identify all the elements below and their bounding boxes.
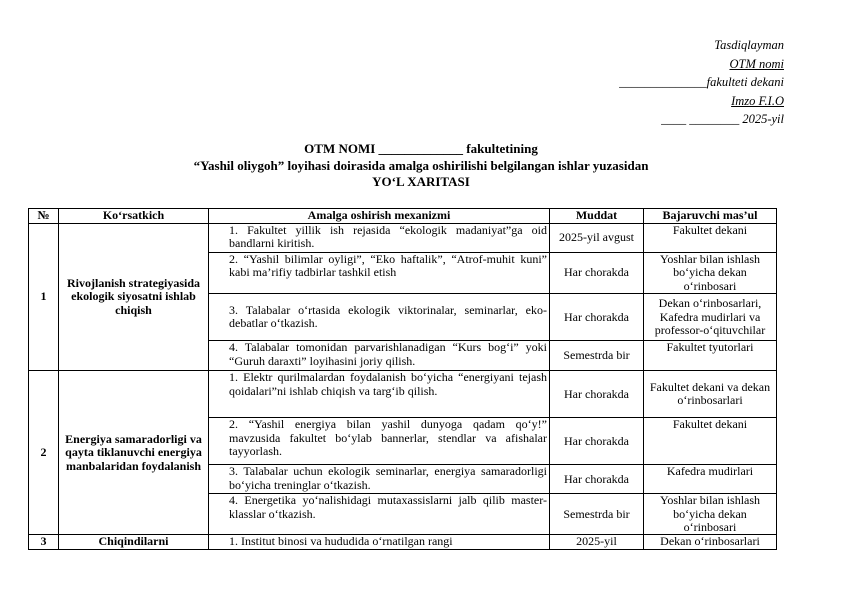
heading-roadmap-title: YO‘L XARITASI	[372, 174, 470, 189]
header-mechanism: Amalga oshirish mexanizmi	[209, 209, 550, 224]
mechanism-cell	[209, 294, 550, 341]
heading-project-line: “Yashil oliygoh” loyihasi doirasida amalga oshirilishi belgilangan ishlar yuzasidan	[193, 157, 649, 173]
deadline-cell: 2025-yil	[550, 535, 644, 549]
approval-institution: OTM nomi	[729, 56, 784, 71]
mechanism-cell	[209, 341, 550, 371]
table-row	[29, 535, 777, 549]
table-header-row	[29, 209, 777, 224]
responsible-cell: Yoshlar bilan ishlash bo‘yicha dekan o‘rinbosari	[644, 494, 777, 535]
mechanism-text: 4. Energetika yo‘nalishidagi mutaxassislarni jalb qilib master-klasslar o‘tkazish.	[229, 493, 547, 521]
mechanism-text: 1. Institut binosi va hududida o‘rnatilgan rangi	[229, 534, 453, 549]
roadmap-table	[28, 208, 777, 550]
responsible-cell: Fakultet tyutorlari	[644, 341, 777, 371]
header-indicator: Ko‘rsatkich	[59, 209, 209, 224]
header-number: №	[29, 209, 59, 224]
document-heading	[0, 141, 842, 191]
mechanism-cell	[209, 253, 550, 294]
deadline-cell: Har chorakda	[550, 371, 644, 418]
approval-title: Tasdiqlayman	[714, 38, 784, 52]
deadline-cell: Har chorakda	[550, 465, 644, 494]
deadline-cell: Har chorakda	[550, 418, 644, 465]
mechanism-text: 1. Elektr qurilmalardan foydalanish bo‘yicha “energiyani tejash qoidalari”ni ishlab chiqish va targ‘ib qilish.	[229, 370, 547, 398]
table-row	[29, 224, 777, 253]
deadline-cell: Har chorakda	[550, 253, 644, 294]
approval-date: ____ ________ 2025-yil	[661, 112, 784, 126]
responsible-cell: Fakultet dekani	[644, 224, 777, 253]
section-number: 3	[29, 535, 59, 549]
header-responsible: Bajaruvchi mas’ul	[644, 209, 777, 224]
mechanism-cell	[209, 465, 550, 494]
mechanism-cell	[209, 371, 550, 418]
header-deadline: Muddat	[550, 209, 644, 224]
section-number: 1	[29, 224, 59, 371]
section-indicator: Chiqindilarni	[59, 535, 209, 549]
mechanism-text: 2. “Yashil energiya bilan yashil dunyoga qadam qo‘y!” mavzusida fakultet bo‘ylab bannerlar, stendlar va afishalar tayyorlash.	[229, 417, 547, 459]
approval-signature: Imzo F.I.O	[731, 93, 784, 108]
responsible-cell: Dekan o‘rinbosarlari, Kafedra mudirlari va professor-o‘qituvchilar	[644, 294, 777, 341]
responsible-cell: Fakultet dekani va dekan o‘rinbosarlari	[644, 371, 777, 418]
section-number: 2	[29, 371, 59, 535]
section-indicator: Energiya samaradorligi va qayta tiklanuvchi energiya manbalaridan foydalanish	[59, 371, 209, 535]
mechanism-cell	[209, 535, 550, 549]
responsible-cell: Yoshlar bilan ishlash bo‘yicha dekan o‘rinbosari	[644, 253, 777, 294]
mechanism-cell	[209, 224, 550, 253]
approval-dean: ______________fakulteti dekani	[619, 75, 784, 89]
mechanism-text: 1. Fakultet yillik ish rejasida “ekologik madaniyat”ga oid bandlarni kiritish.	[229, 223, 547, 251]
approval-block	[544, 36, 784, 129]
mechanism-text: 2. “Yashil bilimlar oyligi”, “Eko haftalik”, “Atrof-muhit kuni” kabi ma’rifiy tadbirlar tashkil etish	[229, 252, 547, 280]
table-row	[29, 371, 777, 418]
deadline-cell: Semestrda bir	[550, 341, 644, 371]
deadline-cell: 2025-yil avgust	[550, 224, 644, 253]
mechanism-text: 4. Talabalar tomonidan parvarishlanadigan “Kurs bog‘i” yoki “Guruh daraxti” loyihasini joriy qilish.	[229, 340, 547, 368]
responsible-cell: Dekan o‘rinbosarlari	[644, 535, 777, 549]
mechanism-text: 3. Talabalar o‘rtasida ekologik viktorinalar, seminarlar, eko-debatlar o‘tkazish.	[229, 302, 547, 331]
deadline-cell: Semestrda bir	[550, 494, 644, 535]
responsible-cell: Kafedra mudirlari	[644, 465, 777, 494]
deadline-cell: Har chorakda	[550, 294, 644, 341]
responsible-cell: Fakultet dekani	[644, 418, 777, 465]
mechanism-text: 3. Talabalar uchun ekologik seminarlar, energiya samaradorligi bo‘yicha treninglar o‘tkazish.	[229, 464, 547, 492]
mechanism-cell	[209, 494, 550, 535]
heading-faculty-line: OTM NOMI _____________ fakultetining	[304, 141, 538, 156]
mechanism-cell	[209, 418, 550, 465]
section-indicator: Rivojlanish strategiyasida ekologik siyosatni ishlab chiqish	[59, 224, 209, 371]
